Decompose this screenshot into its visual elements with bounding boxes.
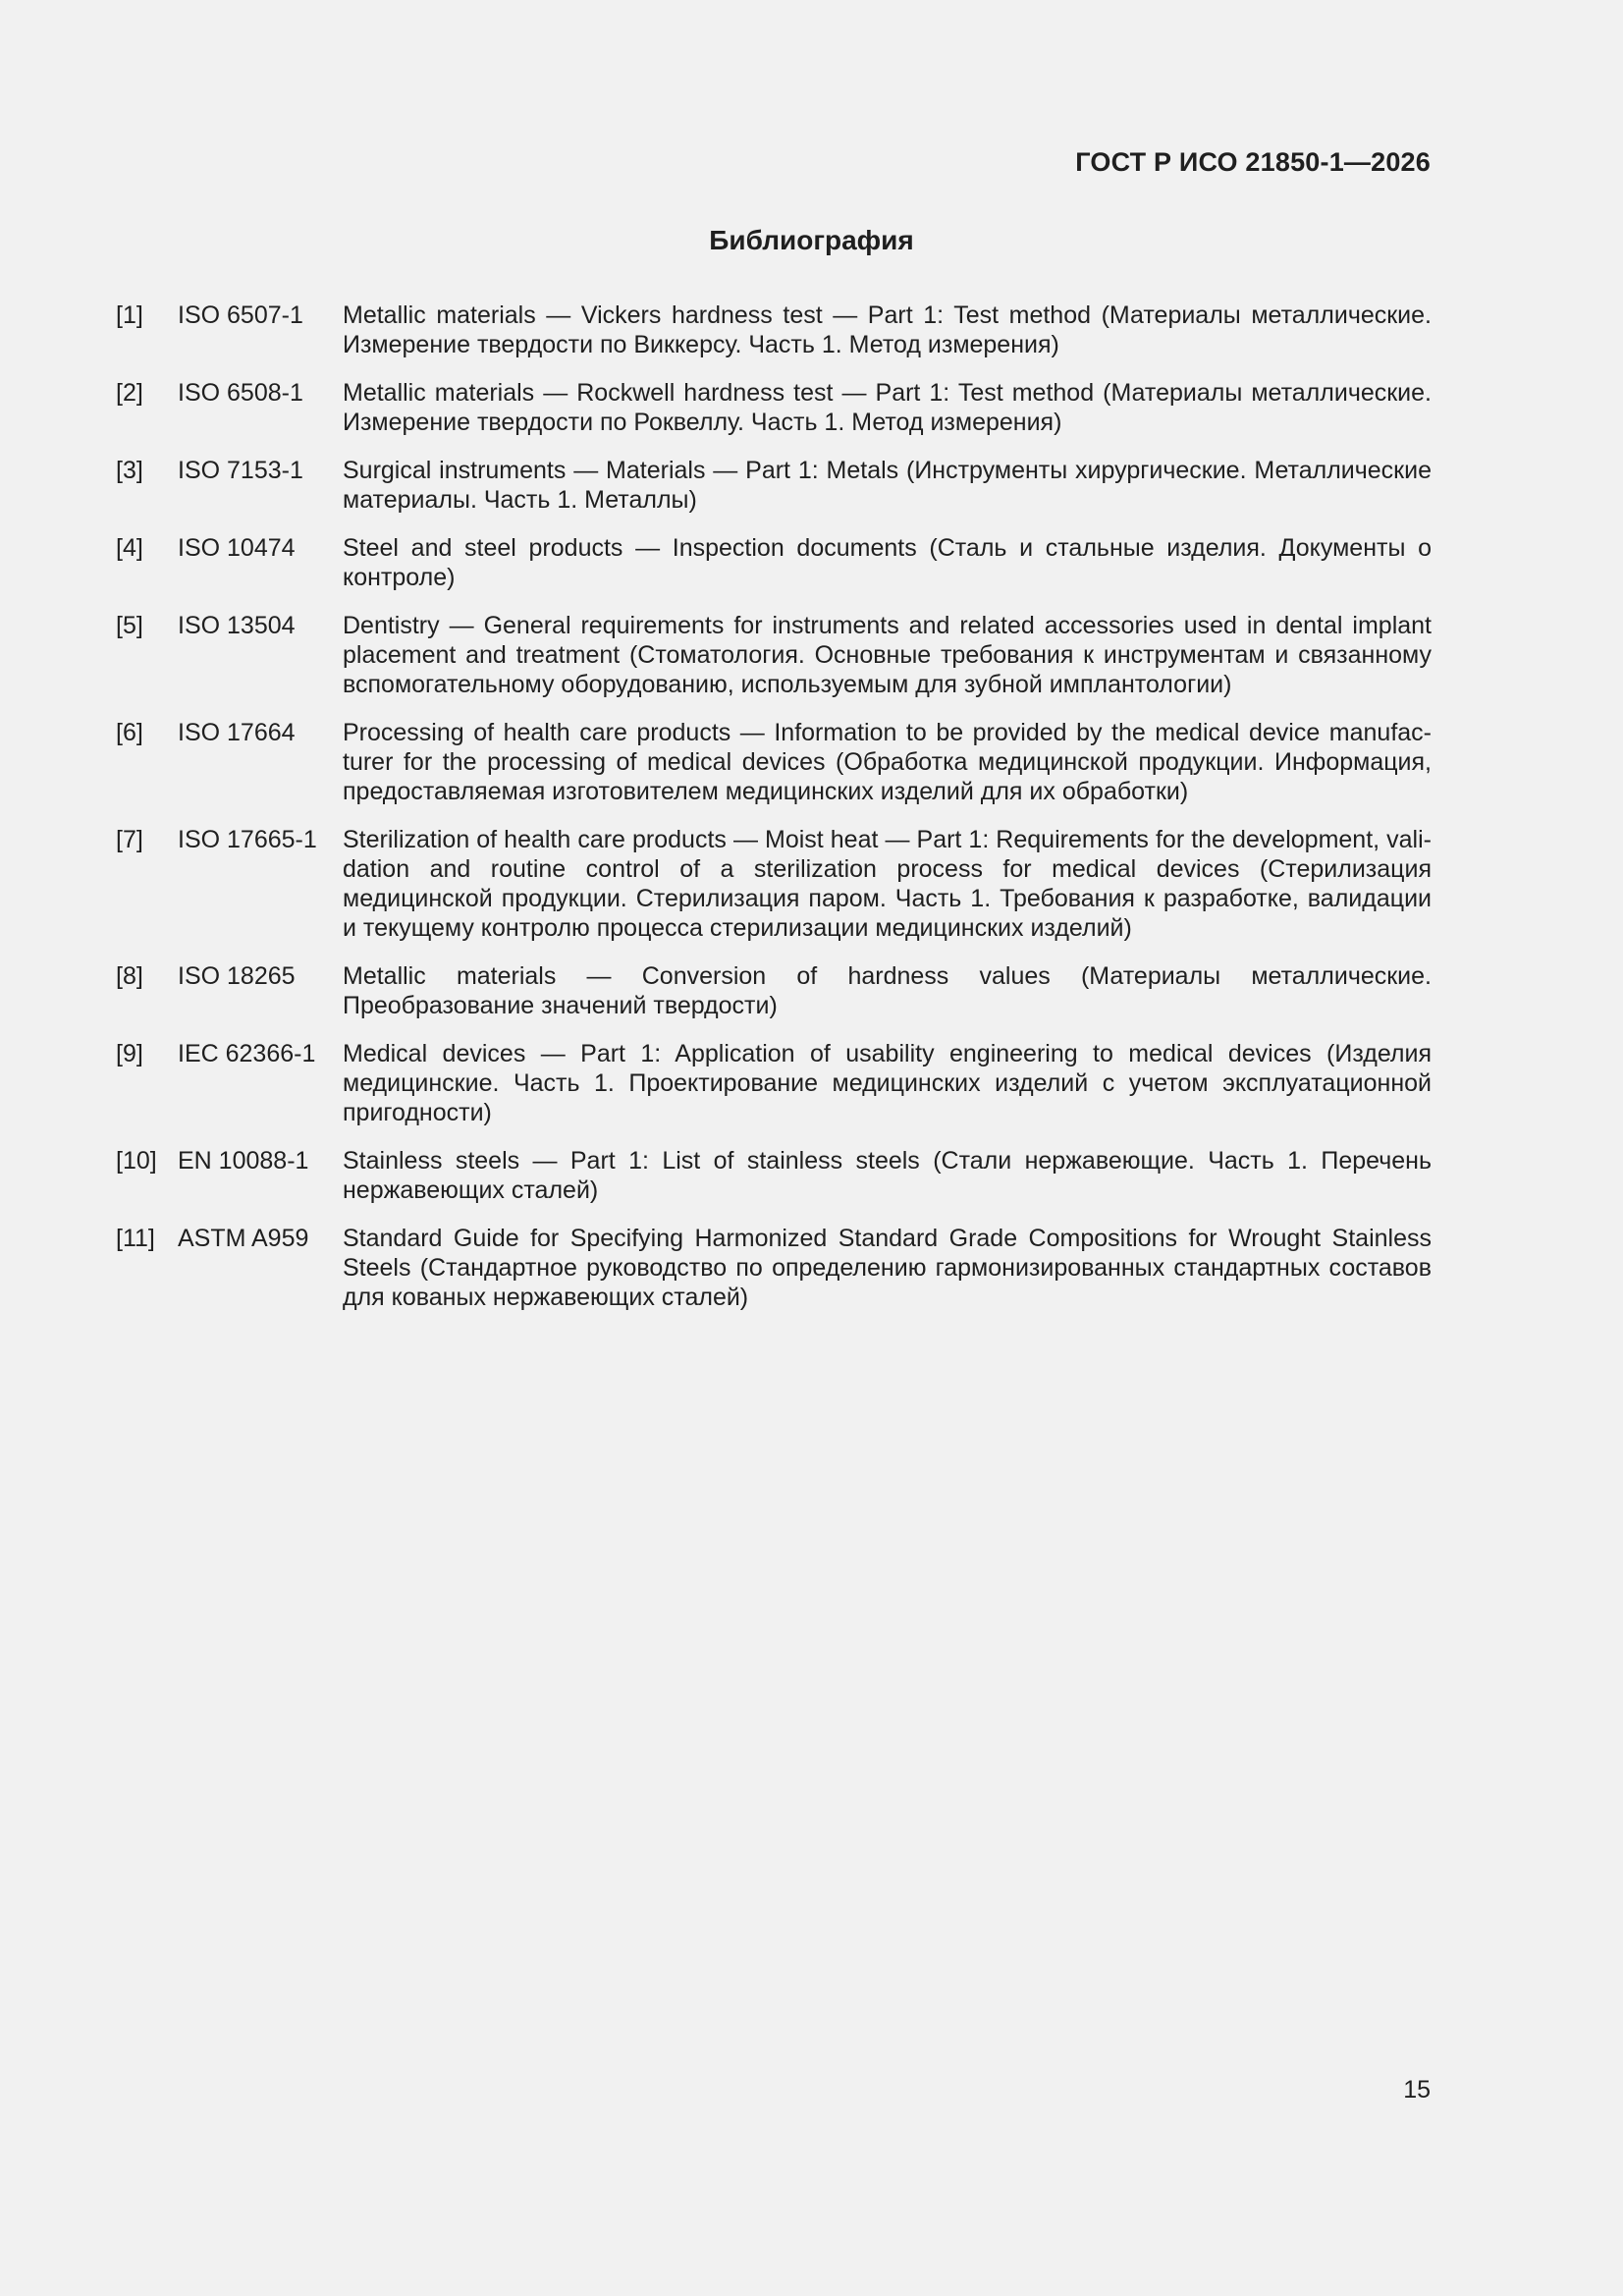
standard-code: ASTM A959 bbox=[178, 1225, 309, 1252]
entry-number: [11] bbox=[116, 1225, 155, 1252]
entry-number: [10] bbox=[116, 1147, 157, 1175]
bibliography-entry bbox=[116, 533, 1432, 592]
document-code-header: ГОСТ Р ИСО 21850-1—2026 bbox=[1075, 147, 1431, 177]
entry-number: [4] bbox=[116, 534, 143, 562]
standard-title: Dentistry — General requirements for instruments and related accessories used in dental implant placement and treatment (Стоматология. Основные требования к инструментам и связанному вспомогательному оборудованию, используемым для зубной имплантологии) bbox=[343, 612, 1432, 698]
standard-code: ISO 7153-1 bbox=[178, 457, 303, 484]
standard-title: Sterilization of health care products — Moist heat — Part 1: Requirements for the development, validation and routine control of a sterilization process for medical devices (Стерилизация медицинской продукции. Стерилизация паром. Часть 1. Требования к разработке, валидации и текущему контролю процесса стерилизации медицинских изделий) bbox=[343, 826, 1432, 942]
standard-code: ISO 18265 bbox=[178, 962, 296, 990]
bibliography-entry bbox=[116, 301, 1432, 359]
standard-code: ISO 10474 bbox=[178, 534, 296, 562]
standard-title: Medical devices — Part 1: Application of usability engineering to medical devices (Изделия медицинские. Часть 1. Проектирование медицинских изделий с учетом эксплуатационной пригодности) bbox=[343, 1040, 1432, 1126]
bibliography-entry bbox=[116, 825, 1432, 943]
standard-code: ISO 6508-1 bbox=[178, 379, 303, 407]
entry-number: [8] bbox=[116, 962, 143, 990]
standard-code: IEC 62366-1 bbox=[178, 1040, 316, 1067]
entry-number: [9] bbox=[116, 1040, 143, 1067]
standard-title: Metallic materials — Conversion of hardness values (Материалы металлические. Преобразование значений твердости) bbox=[343, 962, 1432, 1019]
standard-title: Processing of health care products — Information to be provided by the medical device manufacturer for the processing of medical devices (Обработка медицинской продукции. Информация, предоставляемая изготовителем медицинских изделий для их обработки) bbox=[343, 719, 1432, 805]
bibliography-entry bbox=[116, 1224, 1432, 1312]
entry-number: [1] bbox=[116, 301, 143, 329]
bibliography-title: Библиография bbox=[709, 225, 914, 255]
entry-number: [7] bbox=[116, 826, 143, 853]
bibliography-list bbox=[116, 301, 1432, 1331]
standard-title: Standard Guide for Specifying Harmonized Standard Grade Compositions for Wrought Stainless Steels (Стандартное руководство по определению гармонизированных стандартных составов для кованых нержавеющих сталей) bbox=[343, 1225, 1432, 1311]
standard-code: ISO 17664 bbox=[178, 719, 296, 746]
standard-code: ISO 13504 bbox=[178, 612, 296, 639]
standard-title: Stainless steels — Part 1: List of stainless steels (Стали нержавеющие. Часть 1. Перечень нержавеющих сталей) bbox=[343, 1147, 1432, 1204]
standard-title: Steel and steel products — Inspection documents (Сталь и стальные изделия. Документы о контроле) bbox=[343, 534, 1432, 591]
bibliography-entry bbox=[116, 1146, 1432, 1205]
bibliography-entry bbox=[116, 611, 1432, 699]
bibliography-entry bbox=[116, 718, 1432, 806]
page-number: 15 bbox=[1403, 2076, 1431, 2104]
entry-number: [5] bbox=[116, 612, 143, 639]
entry-number: [6] bbox=[116, 719, 143, 746]
standard-code: ISO 6507-1 bbox=[178, 301, 303, 329]
entry-number: [3] bbox=[116, 457, 143, 484]
bibliography-entry bbox=[116, 378, 1432, 437]
standard-code: EN 10088-1 bbox=[178, 1147, 309, 1175]
standard-title: Surgical instruments — Materials — Part 1: Metals (Инструменты хирургические. Металлические материалы. Часть 1. Металлы) bbox=[343, 457, 1432, 514]
standard-title: Metallic materials — Rockwell hardness test — Part 1: Test method (Материалы металлические. Измерение твердости по Роквеллу. Часть 1. Метод измерения) bbox=[343, 379, 1432, 436]
standard-title: Metallic materials — Vickers hardness test — Part 1: Test method (Материалы металлические. Измерение твердости по Виккерсу. Часть 1. Метод измерения) bbox=[343, 301, 1432, 358]
entry-number: [2] bbox=[116, 379, 143, 407]
standard-code: ISO 17665-1 bbox=[178, 826, 317, 853]
bibliography-entry bbox=[116, 961, 1432, 1020]
bibliography-entry bbox=[116, 456, 1432, 515]
bibliography-entry bbox=[116, 1039, 1432, 1127]
